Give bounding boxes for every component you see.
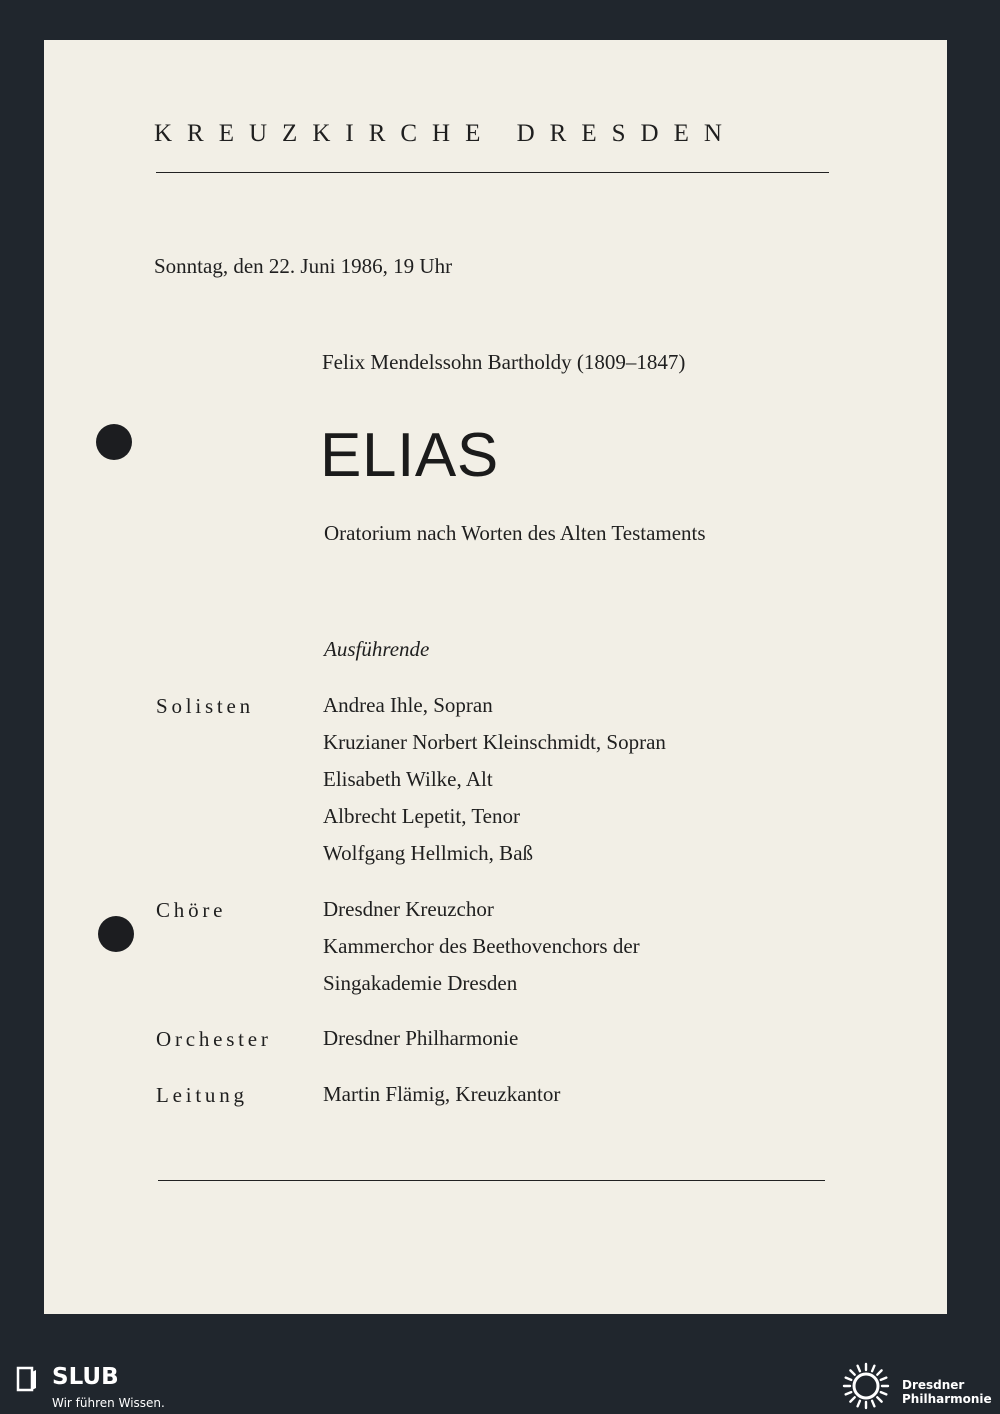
punch-hole-top	[96, 424, 132, 460]
slub-name: SLUB	[52, 1364, 119, 1390]
work-title: ELIAS	[320, 421, 499, 490]
section-names-orchestra	[323, 1020, 518, 1057]
soloist-name: Elisabeth Wilke, Alt	[323, 767, 493, 791]
partner-name-line2: Philharmonie	[902, 1392, 992, 1406]
church-header: KREUZKIRCHE DRESDEN	[154, 120, 737, 147]
dresdner-philharmonie-logo[interactable]	[840, 1360, 1000, 1414]
header-rule	[156, 172, 829, 173]
section-names-conductor	[323, 1076, 560, 1113]
partner-name-line1: Dresdner	[902, 1378, 965, 1392]
soloist-name: Kruzianer Norbert Kleinschmidt, Sopran	[323, 730, 666, 754]
soloist-name: Wolfgang Hellmich, Baß	[323, 841, 534, 865]
section-names-soloists	[323, 687, 666, 872]
soloist-name: Albrecht Lepetit, Tenor	[323, 804, 520, 828]
section-label-orchestra: Orchester	[156, 1027, 272, 1051]
punch-hole-bottom	[98, 916, 134, 952]
slub-logo[interactable]	[0, 1356, 180, 1414]
orchestra-name: Dresdner Philharmonie	[323, 1026, 519, 1050]
choir-name: Singakademie Dresden	[323, 971, 518, 995]
soloist-name: Andrea Ihle, Sopran	[323, 693, 493, 717]
slub-tagline: Wir führen Wissen.	[52, 1396, 165, 1410]
program-page	[44, 40, 947, 1314]
section-names-choirs	[323, 891, 640, 1002]
choir-name: Kammerchor des Beethovenchors der	[323, 934, 640, 958]
choir-name: Dresdner Kreuzchor	[323, 897, 494, 921]
section-label-conductor: Leitung	[156, 1083, 248, 1107]
footer-rule	[158, 1180, 825, 1181]
conductor-name: Martin Flämig, Kreuzkantor	[323, 1082, 561, 1106]
concert-date: Sonntag, den 22. Juni 1986, 19 Uhr	[154, 254, 453, 278]
sunburst-logo-icon	[840, 1360, 892, 1412]
book-icon	[16, 1366, 38, 1392]
performers-heading: Ausführende	[324, 637, 430, 661]
section-label-soloists: Solisten	[156, 694, 254, 718]
section-label-choirs: Chöre	[156, 898, 227, 922]
work-subtitle: Oratorium nach Worten des Alten Testaments	[324, 521, 706, 545]
composer: Felix Mendelssohn Bartholdy (1809–1847)	[322, 350, 686, 374]
partner-name	[902, 1378, 992, 1406]
